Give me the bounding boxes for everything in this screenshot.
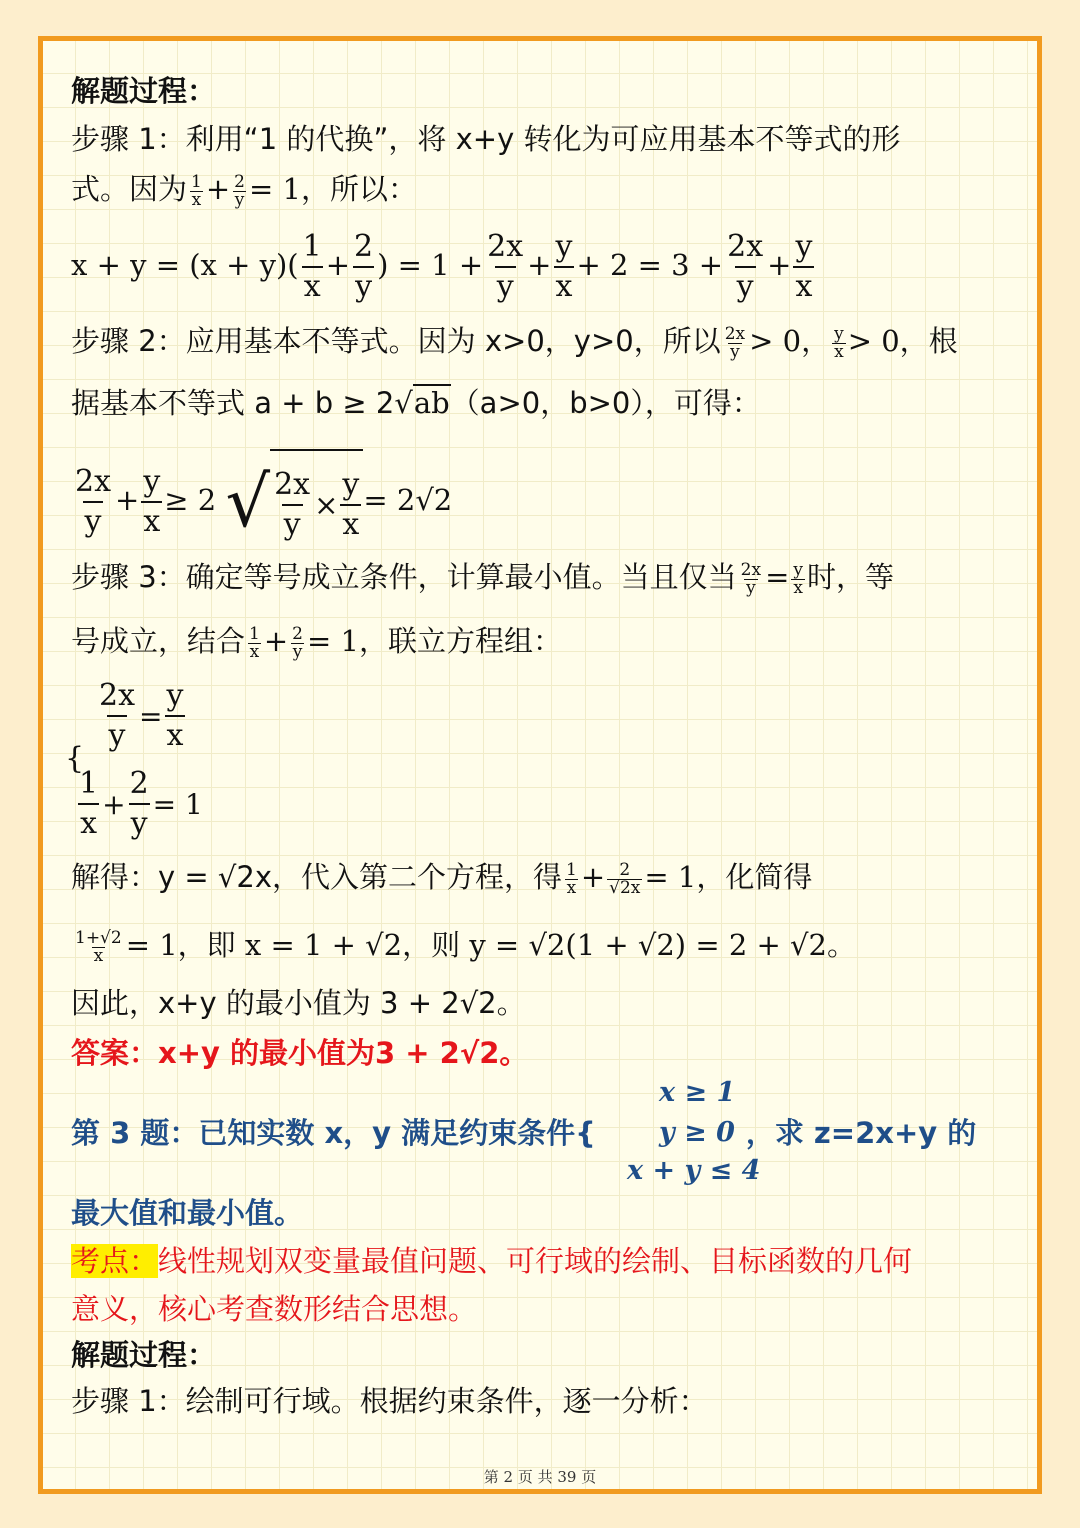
constraint-3: x + y ≤ 4 (627, 1155, 761, 1186)
key-points-cont: 意义，核心考查数形结合思想。 (71, 1292, 478, 1326)
step2-text: 步骤 2：应用基本不等式。因为 x>0，y>0，所以 $\frac{2x}{y}$ > 0， $\frac{y}{x}$ > 0，根 (71, 323, 958, 362)
fraction: $\frac{2}{y}$ (234, 171, 245, 210)
problem3-statement: 第 3 题：已知实数 x，y 满足约束条件{ ，求 z=2x+y 的 (71, 1116, 977, 1150)
key-points: 考点：线性规划双变量最值问题、可行域的绘制、目标函数的几何 (71, 1244, 913, 1278)
problem3-statement-cont: 最大值和最小值。 (71, 1196, 304, 1230)
page-number: 第 2 页 共 39 页 (483, 1468, 597, 1486)
key-points-label: 考点： (71, 1244, 159, 1278)
step3-combine: 号成立，结合 $\frac{1}{x}$ + $\frac{2}{y}$ = 1，联立方程组： (71, 623, 562, 662)
document-page: 解题过程： 步骤 1：利用“1 的代换”，将 x+y 转化为可应用基本不等式的形 式。因为 $\frac{1}{x}$ + $\frac{2}{y}$ = 1，所以： x + y = (x + y)( $\frac{1}{x}$ + $\frac{2}{y}$ ) = 1 + $\frac{2x}{y}$ + $\frac{y}{x}$ + 2 = 3 + $\frac{2x}{y}$ + $\frac{y}{x}$ 步骤 2：应用基本不等式。因为 x>0，y>0，所以 $\frac{2x}{y}$ > 0， $\frac{y}{x}$ > 0，根 据基本不等式 a + b ≥ 2√ab（a>0，b>0），可得： $\frac{2x}{y}$ + $\frac{y}{x}$ ≥ 2 √ $\frac{2x}{y}$ × $\frac{y}{x}$ = 2√2 步骤 3：确定等号成立条件，计算最小值。当且仅当 $\frac{2x}{y}$ = $\frac{y}{x}$ 时，等 号成立，结合 $\frac{1}{x}$ + $\frac{2}{y}$ = 1，联立方程组： { $\frac{2x}{y}$ = $\frac{y}{x}$ $\frac{1}{x}$ + $\frac{2}{y}$ = 1 解得：y = √2x，代入第二个方程，得 $\frac{1}{x}$ + $\frac{2}{√2x}$ = 1，化简得 $\frac{1+√2}{x}$ = 1，即 x = 1 + √2，则 y = √2(1 + √2) = 2 + √2。 因此，x+y 的最小值为 3 + 2√2。 答案：x+y 的最小值为3 + 2√2。 第 3 题：已知实数 x，y 满足约束条件{ ，求 z=2x+y 的 x ≥ 1 y ≥ 0 x + y ≤ 4 最大值和最小值。 考点：线性规划双变量最值问题、可行域的绘制、目标函数的几何 意义，核心考查数形结合思想。 解题过程： 步骤 1：绘制可行域。根据约束条件，逐一分析： 第 2 页 共 39 页 (38, 36, 1042, 1494)
square-root: √ $\frac{2x}{y}$ × $\frac{y}{x}$ (225, 449, 363, 555)
problem3-step1: 步骤 1：绘制可行域。根据约束条件，逐一分析： (71, 1384, 708, 1418)
step1-equation: x + y = (x + y)( $\frac{1}{x}$ + $\frac{2}{y}$ ) = 1 + $\frac{2x}{y}$ + $\frac{y}{x}$ + 2 = 3 + $\frac{2x}{y}$ + $\frac{y}{x}$ (71, 229, 813, 304)
fraction: $\frac{1}{x}$ (191, 171, 202, 210)
section-heading: 解题过程： (71, 74, 217, 108)
constraint-2: y ≥ 0 (659, 1117, 735, 1148)
step2-inequality-text: 据基本不等式 a + b ≥ 2√ab（a>0，b>0），可得： (71, 386, 761, 420)
section-heading: 解题过程： (71, 1338, 217, 1372)
solve-line1: 解得：y = √2x，代入第二个方程，得 $\frac{1}{x}$ + $\frac{2}{√2x}$ = 1，化简得 (71, 859, 813, 898)
step3-text: 步骤 3：确定等号成立条件，计算最小值。当且仅当 $\frac{2x}{y}$ = $\frac{y}{x}$ 时，等 (71, 559, 895, 598)
solve-conclusion: 因此，x+y 的最小值为 3 + 2√2。 (71, 986, 526, 1020)
step2-equation: $\frac{2x}{y}$ + $\frac{y}{x}$ ≥ 2 √ $\frac{2x}{y}$ × $\frac{y}{x}$ = 2√2 (71, 449, 452, 549)
step1-condition: 式。因为 $\frac{1}{x}$ + $\frac{2}{y}$ = 1，所以： (71, 171, 417, 210)
solve-line2: $\frac{1+√2}{x}$ = 1，即 x = 1 + √2，则 y = √2(1 + √2) = 2 + √2。 (75, 927, 856, 966)
answer: 答案：x+y 的最小值为3 + 2√2。 (71, 1036, 529, 1070)
constraint-1: x ≥ 1 (659, 1077, 736, 1108)
step1-text: 步骤 1：利用“1 的代换”，将 x+y 转化为可应用基本不等式的形 (71, 122, 901, 156)
